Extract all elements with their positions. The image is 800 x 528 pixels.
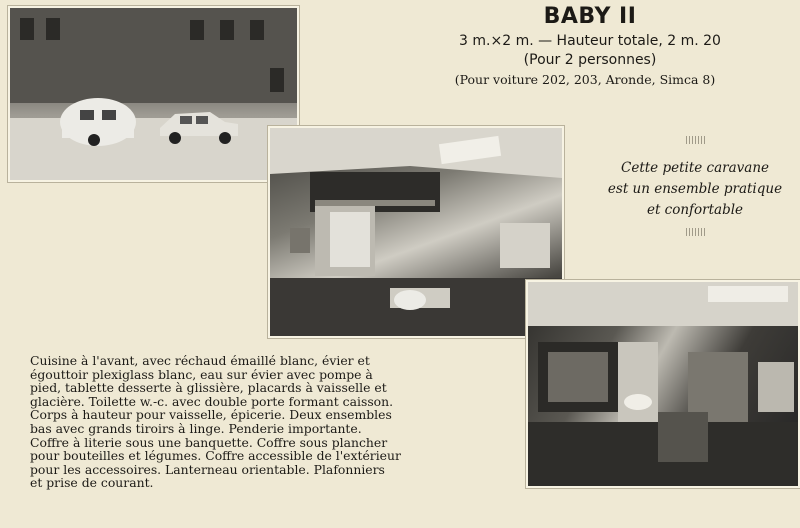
description-paragraph xyxy=(30,354,500,490)
ornament-divider-top xyxy=(686,136,706,144)
description-line: et prise de courant. xyxy=(30,475,154,491)
ornament-divider-bottom xyxy=(686,228,706,236)
exterior-photo xyxy=(8,6,299,182)
compatible-cars-line: (Pour voiture 202, 203, Aronde, Simca 8) xyxy=(454,72,716,87)
tagline-line: Cette petite caravane xyxy=(621,160,769,176)
tagline-line: et confortable xyxy=(646,202,744,218)
description-line: pour bouteilles et légumes. Coffre accessible de l'extérieur xyxy=(30,448,401,464)
kitchen-illustration xyxy=(270,128,562,336)
tagline xyxy=(580,158,800,221)
description-line: Corps à hauteur pour vaisselle, épicerie. Deux ensembles xyxy=(30,407,392,423)
capacity-line: (Pour 2 personnes) xyxy=(523,52,657,68)
dimensions-line: 3 m.×2 m. — Hauteur totale, 2 m. 20 xyxy=(459,33,721,49)
cabinet-illustration xyxy=(528,282,798,486)
model-title: BABY II xyxy=(543,4,637,29)
caravan-and-car-illustration xyxy=(10,8,297,180)
kitchen-interior-photo xyxy=(268,126,564,338)
description-line: pied, tablette desserte à glissière, placards à vaisselle et xyxy=(30,380,387,396)
tagline-line: est un ensemble pratique xyxy=(607,181,783,197)
description-line: Cuisine à l'avant, avec réchaud émaillé blanc, évier et xyxy=(30,353,370,368)
description-line: glacière. Toilette w.-c. avec double porte formant caisson. xyxy=(30,393,394,409)
toilet-cabinet-interior-photo xyxy=(526,280,800,488)
description-line: bas avec grands tiroirs à linge. Penderie importante. xyxy=(30,420,362,436)
description-line: pour les accessoires. Lanterneau orientable. Plafonniers xyxy=(30,461,385,477)
description-line: Coffre à literie sous une banquette. Coffre sous plancher xyxy=(30,434,388,450)
description-line: égouttoir plexiglass blanc, eau sur évier avec pompe à xyxy=(30,366,373,382)
